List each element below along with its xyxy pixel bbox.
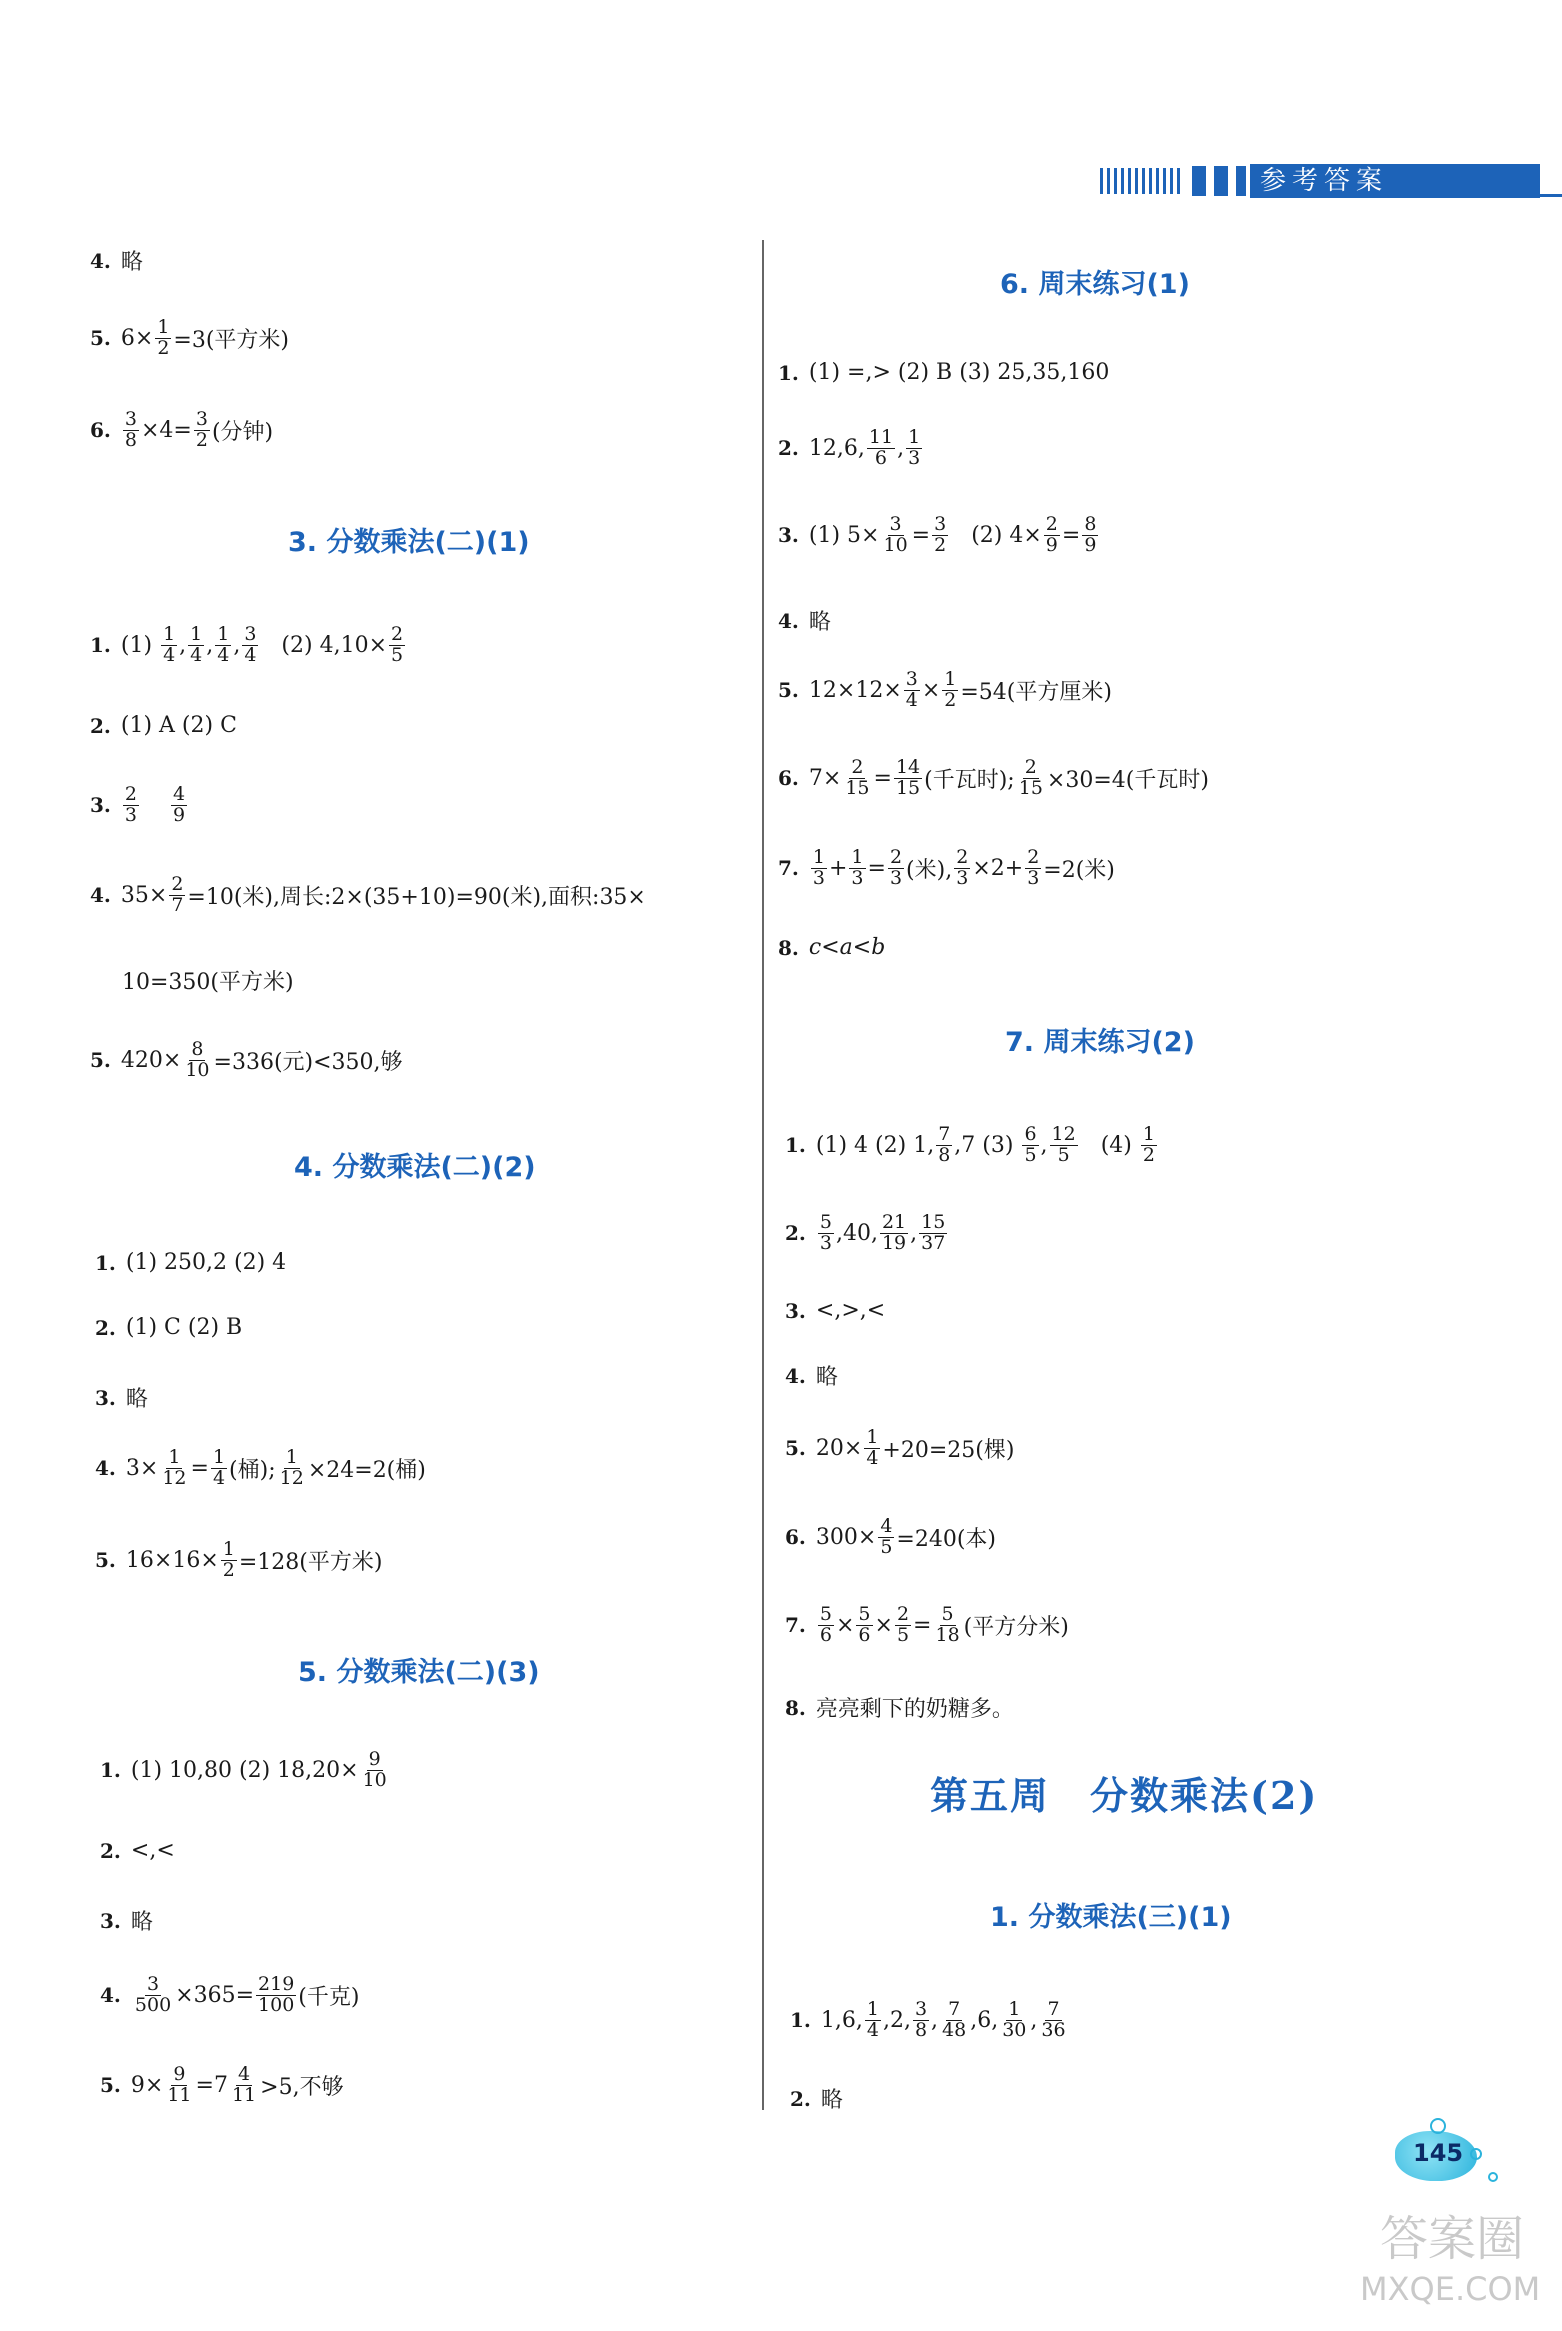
answer-item-continued: 10=350(平方米) [122,970,294,995]
answer-item: 5. 6× $\frac{1}{2}$ =3(平方米) [90,316,290,359]
answer-item: 3. $\frac{2}{3}$ $\frac{4}{9}$ [90,783,186,826]
answer-item: 6. $\frac{3}{8}$ ×4= $\frac{3}{2}$ (分钟) [90,408,274,451]
answer-item: 4. 35× $\frac{2}{7}$ =10(米),周长:2×(35+10)=90(米),面积:35× [90,873,646,916]
bubble-icon [1430,2118,1446,2134]
answer-item: 1. (1) $\frac{1}{4}$ , $\frac{1}{4}$ , $\frac{1}{4}$ , $\frac{3}{4}$ (2) 4,10× $\frac{2}{5}$ [90,623,404,666]
answer-item: 4. 略 [785,1363,838,1390]
answer-item: 2. (1) A (2) C [90,713,237,738]
header-banner [1100,160,1540,200]
section-heading: 5. 分数乘法(二)(3) [298,1657,540,1688]
answer-item: 2. 12,6, $\frac{11}{6}$ , $\frac{1}{3}$ [778,426,921,469]
section-heading: 7. 周末练习(2) [1005,1027,1195,1058]
answer-item: 4. 3× $\frac{1}{12}$ = $\frac{1}{4}$ (桶); $\frac{1}{12}$ ×24=2(桶) [95,1446,426,1489]
page-number: 145 [1413,2139,1464,2167]
answer-item: 3. (1) 5× $\frac{3}{10}$ = $\frac{3}{2}$ (2) 4× $\frac{2}{9}$ = $\frac{8}{9}$ [778,513,1097,556]
answer-item: 2. $\frac{5}{3}$ ,40, $\frac{21}{19}$ , $\frac{15}{37}$ [785,1211,946,1254]
answer-item: 1. (1) 250,2 (2) 4 [95,1250,287,1275]
answer-item: 7. $\frac{5}{6}$ × $\frac{5}{6}$ × $\frac{2}{5}$ = $\frac{5}{18}$ (平方分米) [785,1603,1069,1646]
section-heading: 3. 分数乘法(二)(1) [288,527,530,558]
answer-item: 7. $\frac{1}{3}$ + $\frac{1}{3}$ = $\frac{2}{3}$ (米), $\frac{2}{3}$ ×2+ $\frac{2}{3}$ =2(米) [778,846,1115,889]
answer-item: 1. (1) =,> (2) B (3) 25,35,160 [778,360,1110,385]
answer-item: 8. 亮亮剩下的奶糖多。 [785,1695,1014,1722]
header-rule [1390,194,1562,197]
answer-item: 5. 420× $\frac{8}{10}$ =336(元)<350,够 [90,1038,403,1081]
header-title: 参考答案 [1250,164,1540,198]
week-heading: 第五周 分数乘法(2) [930,1773,1319,1818]
answer-item: 4. 略 [90,248,143,275]
section-heading: 4. 分数乘法(二)(2) [294,1152,536,1183]
answer-item: 8. c<a<b [778,935,886,960]
answer-item: 3. 略 [95,1385,148,1412]
answer-item: 1. 1,6, $\frac{1}{4}$ ,2, $\frac{3}{8}$ , $\frac{7}{48}$ ,6, $\frac{1}{30}$ , $\frac{7}{36}$ [790,1998,1066,2041]
answer-item: 1. (1) 4 (2) 1, $\frac{7}{8}$ ,7 (3) $\frac{6}{5}$ , $\frac{12}{5}$ (4) $\frac{1}{2}$ [785,1123,1155,1166]
header-block [1214,166,1228,196]
header-stripes [1100,168,1180,194]
header-block [1236,166,1246,196]
answer-item: 2. <,< [100,1838,175,1863]
watermark-logo: 答案圈 MXQE.COM [1360,2211,1541,2308]
answer-item: 1. (1) 10,80 (2) 18,20× $\frac{9}{10}$ [100,1748,387,1791]
section-heading: 6. 周末练习(1) [1000,269,1190,300]
bubble-icon [1488,2172,1498,2182]
answer-item: 4. 略 [778,608,831,635]
answer-item: 6. 300× $\frac{4}{5}$ =240(本) [785,1515,997,1558]
column-divider [762,240,764,2110]
section-heading: 1. 分数乘法(三)(1) [990,1902,1232,1933]
header-block [1192,166,1206,196]
answer-item: 5. 12×12× $\frac{3}{4}$ × $\frac{1}{2}$ =54(平方厘米) [778,668,1112,711]
answer-item: 5. 20× $\frac{1}{4}$ +20=25(棵) [785,1426,1015,1469]
answer-item: 2. (1) C (2) B [95,1315,243,1340]
answer-item: 5. 9× $\frac{9}{11}$ =7 $\frac{4}{11}$ >5,不够 [100,2063,344,2106]
answer-item: 2. 略 [790,2086,843,2113]
answer-item: 3. <,>,< [785,1298,886,1323]
answer-item: 6. 7× $\frac{2}{15}$ = $\frac{14}{15}$ (千瓦时); $\frac{2}{15}$ ×30=4(千瓦时) [778,756,1209,799]
answer-item: 4. $\frac{3}{500}$ ×365= $\frac{219}{100}$ (千克) [100,1973,360,2016]
bubble-icon [1470,2148,1482,2160]
answer-item: 3. 略 [100,1908,153,1935]
answer-item: 5. 16×16× $\frac{1}{2}$ =128(平方米) [95,1538,383,1581]
